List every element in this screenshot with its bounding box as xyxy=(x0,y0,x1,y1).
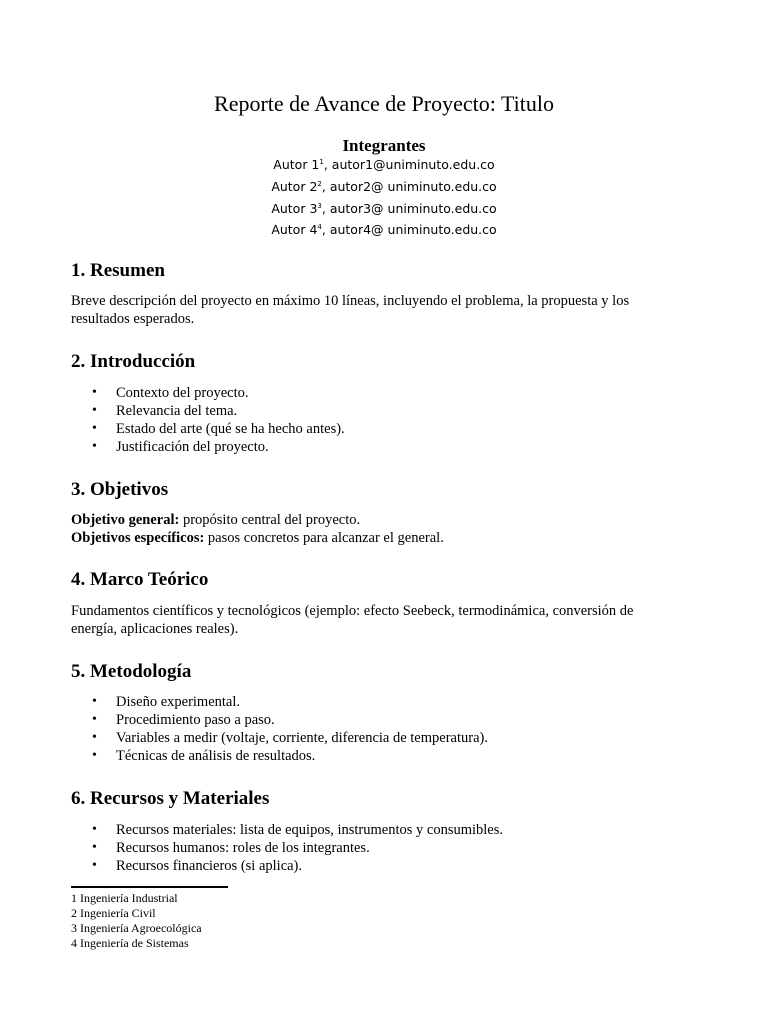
list-item xyxy=(71,729,488,747)
list-item xyxy=(71,693,488,711)
list-item xyxy=(71,857,503,875)
list-item xyxy=(71,384,345,402)
bullet-icon: • xyxy=(92,748,97,763)
bullet-icon: • xyxy=(92,694,97,709)
bullet-icon: • xyxy=(92,403,97,418)
list-item-text: Recursos financieros (si aplica). xyxy=(116,858,303,874)
objetivo-general xyxy=(71,511,360,529)
list-item-text: Relevancia del tema. xyxy=(116,403,238,419)
section-heading-resumen: 1. Resumen xyxy=(71,260,165,281)
author-footnote-ref: 4 xyxy=(317,222,322,231)
section-heading-recursos: 6. Recursos y Materiales xyxy=(71,788,270,809)
author-email: , autor3@ uniminuto.edu.co xyxy=(321,201,497,216)
author-name: Autor 3 xyxy=(271,201,318,216)
section-heading-introduccion: 2. Introducción xyxy=(71,351,196,372)
resumen-text: Breve descripción del proyecto en máximo 10 líneas, incluyendo el problema, la propuesta y los resultados esperados. xyxy=(71,293,630,327)
author-email: , autor1@uniminuto.edu.co xyxy=(323,157,495,172)
list-item xyxy=(71,420,345,438)
list-item xyxy=(71,438,345,456)
author-name: Autor 1 xyxy=(273,157,320,172)
author-line xyxy=(71,178,697,196)
list-item-text: Procedimiento paso a paso. xyxy=(116,712,275,728)
author-email: , autor2@ uniminuto.edu.co xyxy=(321,179,497,194)
list-item-text: Diseño experimental. xyxy=(116,694,241,710)
bullet-icon: • xyxy=(92,822,97,837)
author-footnote-ref: 1 xyxy=(319,157,324,166)
bullet-icon: • xyxy=(92,858,97,873)
objetivo-general-label: Objetivo general: xyxy=(71,512,180,528)
introduccion-list xyxy=(71,384,345,456)
list-item-text: Técnicas de análisis de resultados. xyxy=(116,748,316,764)
footnote: 4 Ingeniería de Sistemas xyxy=(71,936,189,950)
list-item xyxy=(71,711,488,729)
metodologia-list xyxy=(71,693,488,765)
document-page xyxy=(71,0,697,1024)
members-heading: Integrantes xyxy=(342,136,426,155)
list-item xyxy=(71,402,345,420)
objetivos-especificos-label: Objetivos específicos: xyxy=(71,530,205,546)
list-item-text: Recursos materiales: lista de equipos, instrumentos y consumibles. xyxy=(116,822,504,838)
list-item-text: Estado del arte (qué se ha hecho antes). xyxy=(116,421,345,437)
footnote: 3 Ingeniería Agroecológica xyxy=(71,921,202,935)
list-item-text: Recursos humanos: roles de los integrantes. xyxy=(116,840,370,856)
footnote: 2 Ingeniería Civil xyxy=(71,906,156,920)
list-item xyxy=(71,839,503,857)
bullet-icon: • xyxy=(92,840,97,855)
marco-text: Fundamentos científicos y tecnológicos (ejemplo: efecto Seebeck, termodinámica, conversión de energía, aplicaciones reales). xyxy=(71,603,634,637)
list-item xyxy=(71,821,503,839)
list-item xyxy=(71,747,488,765)
recursos-list xyxy=(71,821,503,875)
objetivos-especificos-text: pasos concretos para alcanzar el general. xyxy=(204,530,444,546)
list-item-text: Variables a medir (voltaje, corriente, diferencia de temperatura). xyxy=(116,730,488,746)
footnote: 1 Ingeniería Industrial xyxy=(71,891,178,905)
author-email: , autor4@ uniminuto.edu.co xyxy=(321,222,497,237)
bullet-icon: • xyxy=(92,421,97,436)
bullet-icon: • xyxy=(92,730,97,745)
objetivos-especificos xyxy=(71,529,444,547)
list-item-text: Contexto del proyecto. xyxy=(116,385,249,401)
author-line xyxy=(71,221,697,239)
footnote-separator xyxy=(71,886,228,888)
section-heading-objetivos: 3. Objetivos xyxy=(71,479,169,500)
author-name: Autor 4 xyxy=(271,222,318,237)
author-footnote-ref: 2 xyxy=(317,179,322,188)
author-name: Autor 2 xyxy=(271,179,318,194)
author-line xyxy=(71,156,697,174)
bullet-icon: • xyxy=(92,439,97,454)
section-heading-marco: 4. Marco Teórico xyxy=(71,569,209,590)
list-item-text: Justificación del proyecto. xyxy=(116,439,269,455)
bullet-icon: • xyxy=(92,712,97,727)
document-title: Reporte de Avance de Proyecto: Titulo xyxy=(214,91,554,116)
section-heading-metodologia: 5. Metodología xyxy=(71,661,192,682)
bullet-icon: • xyxy=(92,385,97,400)
author-line xyxy=(71,200,697,218)
objetivo-general-text: propósito central del proyecto. xyxy=(179,512,361,528)
author-footnote-ref: 3 xyxy=(317,201,322,210)
